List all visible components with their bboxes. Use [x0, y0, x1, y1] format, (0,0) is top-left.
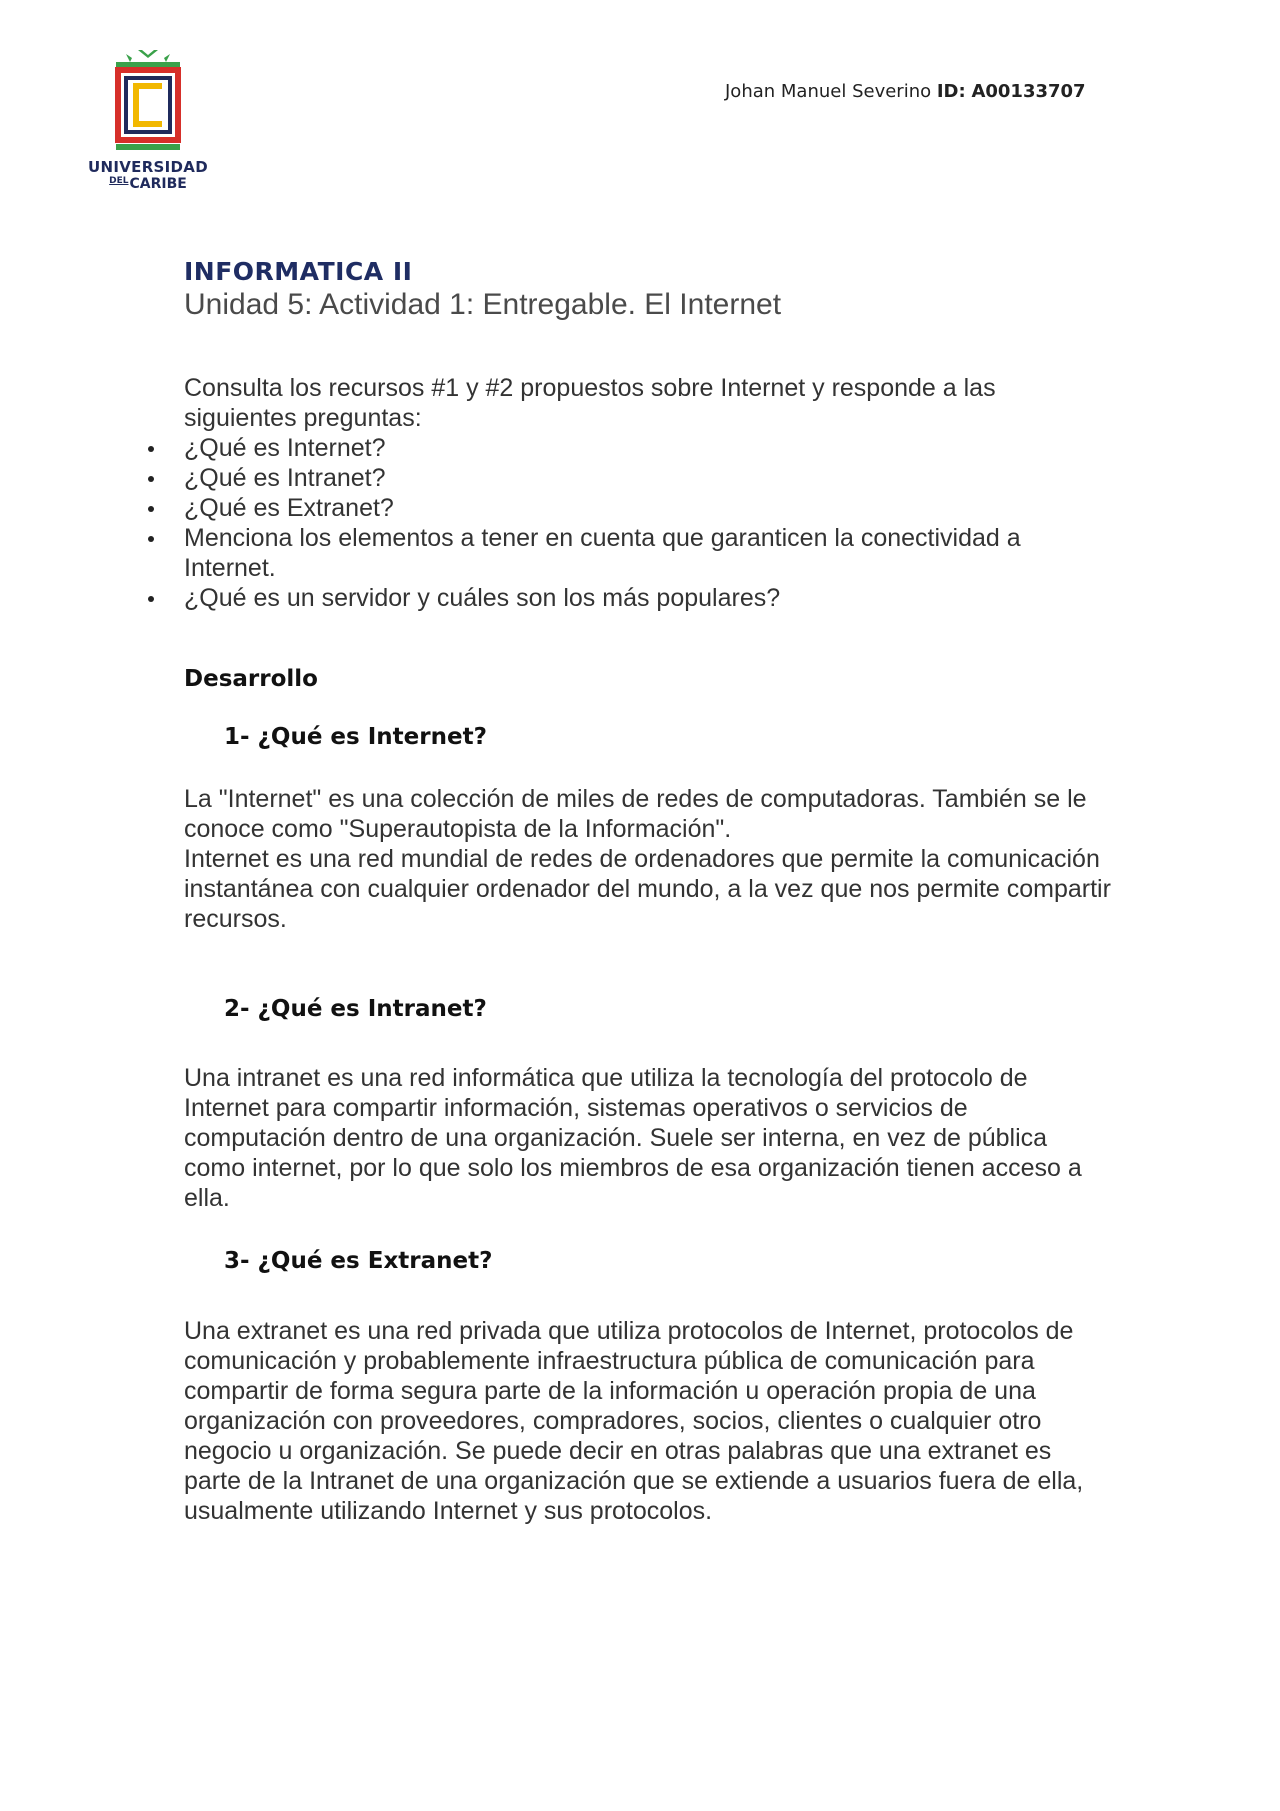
list-item-text: ¿Qué es Internet?: [184, 434, 386, 462]
question-2-heading: 2- ¿Qué es Intranet?: [224, 996, 487, 1022]
list-item-text: ¿Qué es un servidor y cuáles son los más populares?: [184, 584, 781, 612]
author-line: [725, 81, 1086, 102]
answer-2: Una intranet es una red informática que utiliza la tecnología del protocolo de Internet para compartir información, sistemas operativos o servicios de computación dentro de una organización. Suele ser interna, en vez de pública como internet, por lo que solo los miembros de esa organización tienen acceso a ella.: [184, 1064, 1082, 1212]
answer-1-paragraph-1: La "Internet" es una colección de miles de redes de computadoras. También se le conoce como "Superautopista de la Información".: [184, 785, 1087, 843]
list-item-text: ¿Qué es Intranet?: [184, 464, 386, 492]
development-heading: Desarrollo: [184, 666, 318, 692]
question-3-heading: 3- ¿Qué es Extranet?: [224, 1248, 493, 1274]
questions-list: [184, 433, 1104, 613]
answer-3: Una extranet es una red privada que utiliza protocolos de Internet, protocolos de comunicación y probablemente infraestructura pública de comunicación para compartir de forma segura parte de la información u operación propia de una organización con proveedores, compradores, socios, clientes o cualquier otro negocio u organización. Se puede decir en otras palabras que una extranet es parte de la Intranet de una organización que se extiende a usuarios fuera de ella, usualmente utilizando Internet y sus protocolos.: [184, 1317, 1084, 1525]
bullet-icon: [148, 476, 154, 482]
logo-text-del: DEL: [109, 176, 129, 186]
list-item: [184, 493, 1104, 523]
bullet-icon: [148, 596, 154, 602]
question-1-heading: 1- ¿Qué es Internet?: [224, 724, 487, 750]
list-item: [184, 583, 1104, 613]
id-value: A00133707: [971, 81, 1086, 102]
list-item: [184, 523, 1104, 583]
university-emblem-icon: [108, 48, 188, 160]
bullet-icon: [148, 446, 154, 452]
answer-1: [184, 784, 1114, 934]
page-title: Unidad 5: Actividad 1: Entregable. El Internet: [184, 288, 782, 321]
author-name: Johan Manuel Severino: [725, 81, 932, 102]
logo-text-caribe-word: CARIBE: [129, 176, 187, 192]
logo-text-caribe: [82, 176, 214, 192]
university-logo: [82, 48, 214, 198]
list-item: [184, 463, 1104, 493]
list-item: [184, 433, 1104, 463]
bullet-icon: [148, 536, 154, 542]
course-title: INFORMATICA II: [184, 257, 413, 286]
instructions-intro: Consulta los recursos #1 y #2 propuestos sobre Internet y responde a las siguientes preguntas:: [184, 374, 996, 432]
logo-text-universidad: UNIVERSIDAD: [88, 158, 208, 176]
id-label: ID:: [936, 81, 966, 102]
bullet-icon: [148, 506, 154, 512]
answer-1-paragraph-2: Internet es una red mundial de redes de ordenadores que permite la comunicación instantánea con cualquier ordenador del mundo, a la vez que nos permite compartir recursos.: [184, 845, 1111, 933]
list-item-text: Menciona los elementos a tener en cuenta que garanticen la conectividad a Internet.: [184, 524, 1021, 582]
list-item-text: ¿Qué es Extranet?: [184, 494, 394, 522]
